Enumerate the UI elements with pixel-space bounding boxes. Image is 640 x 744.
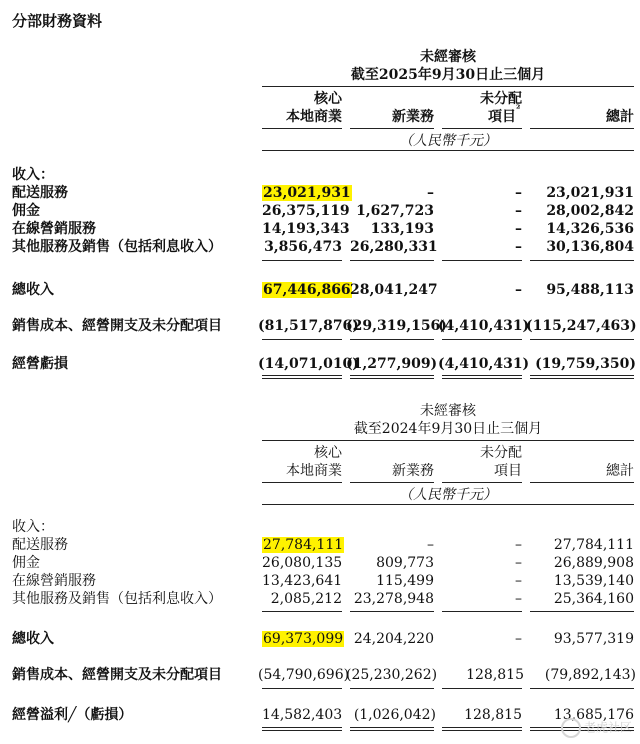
- watermark: [561, 718, 632, 738]
- subtotal-rule-new-2024: [350, 611, 434, 612]
- costs-label-2024: 銷售成本、經營開支及未分配項目: [12, 667, 222, 683]
- operating-new-2025: (1,277,909): [346, 356, 438, 372]
- cell-unalloc: –: [515, 555, 522, 571]
- total-revenue-label-2025: 總收入: [12, 282, 54, 298]
- op-rule-new-2025: [350, 339, 434, 340]
- operating-core-2024: 14,582,403: [262, 707, 343, 723]
- cell-core: 13,423,641: [262, 573, 343, 589]
- revenue-heading-2025: 收入：: [12, 167, 54, 183]
- costs-unalloc-2025: (4,410,431): [438, 318, 530, 334]
- op-rule-total-2025: [530, 339, 634, 340]
- unit-label-2025: （人民幣千元）: [399, 133, 497, 149]
- total-revenue-label-2024: 總收入: [12, 631, 54, 647]
- total-revenue-new-2025: 28,041,247: [350, 282, 438, 298]
- cell-unalloc: –: [515, 185, 522, 201]
- cell-core: 27,784,111: [263, 537, 344, 553]
- cell-new: 26,280,331: [350, 239, 438, 255]
- header-rule-2024: [262, 440, 634, 441]
- op-rule-total-2024: [530, 688, 634, 689]
- subtotal-rule-core-2025: [262, 260, 342, 261]
- operating-core-2025: (14,071,010): [258, 356, 359, 372]
- total-revenue-core-2025: 67,446,866: [263, 282, 351, 298]
- cell-unalloc: –: [515, 573, 522, 589]
- operating-total-2024: 13,685,176: [553, 707, 634, 723]
- row-label-2025: 配送服務: [12, 185, 68, 201]
- subtotal-rule-total-2025: [530, 260, 634, 261]
- cell-core: 14,193,343: [262, 221, 350, 237]
- subtotal-rule-total-2024: [530, 611, 634, 612]
- col-rule-core-2024: [262, 482, 342, 483]
- subtotal-rule-core-2024: [262, 611, 342, 612]
- col-rule-new-2025: [350, 128, 434, 129]
- col-total-2025: 總計: [606, 109, 634, 125]
- cell-total: 23,021,931: [546, 185, 634, 201]
- cell-total: 14,326,536: [546, 221, 634, 237]
- costs-total-2025: (115,247,463): [526, 318, 637, 334]
- revenue-heading-2024: 收入：: [12, 519, 54, 535]
- tiger-logo-icon: [561, 718, 581, 738]
- col-unalloc-l2-2025: 項目: [488, 109, 516, 125]
- cell-unalloc: –: [515, 239, 522, 255]
- total-revenue-unalloc-2024: –: [515, 631, 522, 647]
- op-rule-core-2024: [262, 688, 342, 689]
- total-revenue-unalloc-2025: –: [515, 282, 522, 298]
- cell-core: 3,856,473: [264, 239, 342, 255]
- footnote-2-mark: ²: [516, 104, 521, 115]
- audit-label-2024: 未經審核: [420, 403, 476, 419]
- col-core-l1-2025: 核心: [314, 91, 342, 107]
- page-title: 分部財務資料: [12, 12, 103, 30]
- cell-total: 26,889,908: [553, 555, 634, 571]
- cell-unalloc: –: [515, 591, 522, 607]
- col-rule-new-2024: [350, 482, 434, 483]
- operating-unalloc-2024: 128,815: [464, 707, 522, 723]
- double-rule-unalloc-2025: [442, 375, 522, 379]
- period-label-2024: 截至2024年9月30日止三個月: [353, 421, 543, 437]
- cell-new: –: [427, 537, 434, 553]
- subtotal-rule-new-2025: [350, 260, 434, 261]
- op-rule-core-2025: [262, 339, 342, 340]
- col-core-l1-2024: 核心: [314, 445, 342, 461]
- total-revenue-total-2024: 93,577,319: [553, 631, 634, 647]
- cell-unalloc: –: [515, 221, 522, 237]
- double-rule-core-2024: [262, 727, 342, 731]
- op-rule-new-2024: [350, 688, 434, 689]
- col-new-2024: 新業務: [392, 463, 434, 479]
- total-revenue-total-2025: 95,488,113: [546, 282, 634, 298]
- col-new-2025: 新業務: [392, 109, 434, 125]
- unit-rule-2024: [262, 504, 634, 505]
- col-total-2024: 總計: [606, 463, 634, 479]
- row-label-2025: 佣金: [12, 203, 40, 219]
- costs-label-2025: 銷售成本、經營開支及未分配項目: [12, 318, 222, 334]
- total-revenue-new-2024: 24,204,220: [353, 631, 434, 647]
- col-core-l2-2024: 本地商業: [286, 463, 342, 479]
- cell-new: 809,773: [376, 555, 434, 571]
- row-label-2025: 其他服務及銷售（包括利息收入）: [12, 239, 222, 255]
- double-rule-total-2025: [530, 375, 634, 379]
- total-revenue-core-2024: 69,373,099: [263, 631, 344, 647]
- unit-rule-2025: [262, 150, 634, 151]
- operating-label-2025: 經營虧損: [12, 356, 68, 372]
- col-unalloc-l2-2024: 項目: [494, 463, 522, 479]
- cell-unalloc: –: [515, 537, 522, 553]
- costs-new-2024: (25,230,262): [346, 667, 438, 683]
- operating-total-2025: (19,759,350): [535, 356, 636, 372]
- op-rule-unalloc-2025: [442, 339, 522, 340]
- cell-core: 23,021,931: [263, 185, 351, 201]
- col-rule-unalloc-2024: [442, 482, 522, 483]
- col-rule-total-2024: [530, 482, 634, 483]
- cell-total: 27,784,111: [553, 537, 634, 553]
- cell-new: 1,627,723: [356, 203, 434, 219]
- costs-core-2024: (54,790,696): [258, 667, 350, 683]
- cell-unalloc: –: [515, 203, 522, 219]
- costs-unalloc-2024: 128,815: [466, 667, 524, 683]
- operating-unalloc-2025: (4,410,431): [438, 356, 530, 372]
- row-label-2024: 其他服務及銷售（包括利息收入）: [12, 591, 222, 607]
- double-rule-unalloc-2024: [442, 727, 522, 731]
- cell-core: 26,375,119: [262, 203, 350, 219]
- costs-total-2024: (79,892,143): [544, 667, 636, 683]
- row-label-2024: 在線營銷服務: [12, 573, 96, 589]
- subtotal-rule-unalloc-2025: [442, 260, 522, 261]
- col-unalloc-l1-2025: 未分配: [480, 91, 522, 107]
- watermark-text: 老虎社区: [583, 720, 632, 735]
- cell-total: 30,136,804: [546, 239, 634, 255]
- cell-new: 23,278,948: [353, 591, 434, 607]
- operating-new-2024: (1,026,042): [353, 707, 436, 723]
- col-unalloc-l1-2024: 未分配: [480, 445, 522, 461]
- audit-label-2025: 未經審核: [420, 49, 476, 65]
- costs-core-2025: (81,517,876): [258, 318, 359, 334]
- col-rule-unalloc-2025: [442, 128, 522, 129]
- col-core-l2-2025: 本地商業: [286, 109, 342, 125]
- cell-total: 25,364,160: [553, 591, 634, 607]
- cell-new: –: [427, 185, 434, 201]
- cell-core: 2,085,212: [270, 591, 342, 607]
- row-label-2024: 配送服務: [12, 537, 68, 553]
- double-rule-new-2025: [350, 375, 434, 379]
- subtotal-rule-unalloc-2024: [442, 611, 522, 612]
- col-rule-core-2025: [262, 128, 342, 129]
- cell-core: 26,080,135: [262, 555, 343, 571]
- double-rule-core-2025: [262, 375, 342, 379]
- cell-new: 133,193: [370, 221, 434, 237]
- cell-total: 13,539,140: [553, 573, 634, 589]
- cell-total: 28,002,842: [546, 203, 634, 219]
- op-rule-unalloc-2024: [442, 688, 522, 689]
- row-label-2024: 佣金: [12, 555, 40, 571]
- col-rule-total-2025: [530, 128, 634, 129]
- unit-label-2024: （人民幣千元）: [399, 487, 497, 503]
- double-rule-new-2024: [350, 727, 434, 731]
- operating-label-2024: 經營溢利╱（虧損）: [12, 707, 133, 723]
- header-rule-2025: [262, 86, 634, 87]
- costs-new-2025: (29,319,156): [346, 318, 447, 334]
- row-label-2025: 在線營銷服務: [12, 221, 96, 237]
- period-label-2025: 截至2025年9月30日止三個月: [350, 67, 546, 83]
- cell-new: 115,499: [376, 573, 434, 589]
